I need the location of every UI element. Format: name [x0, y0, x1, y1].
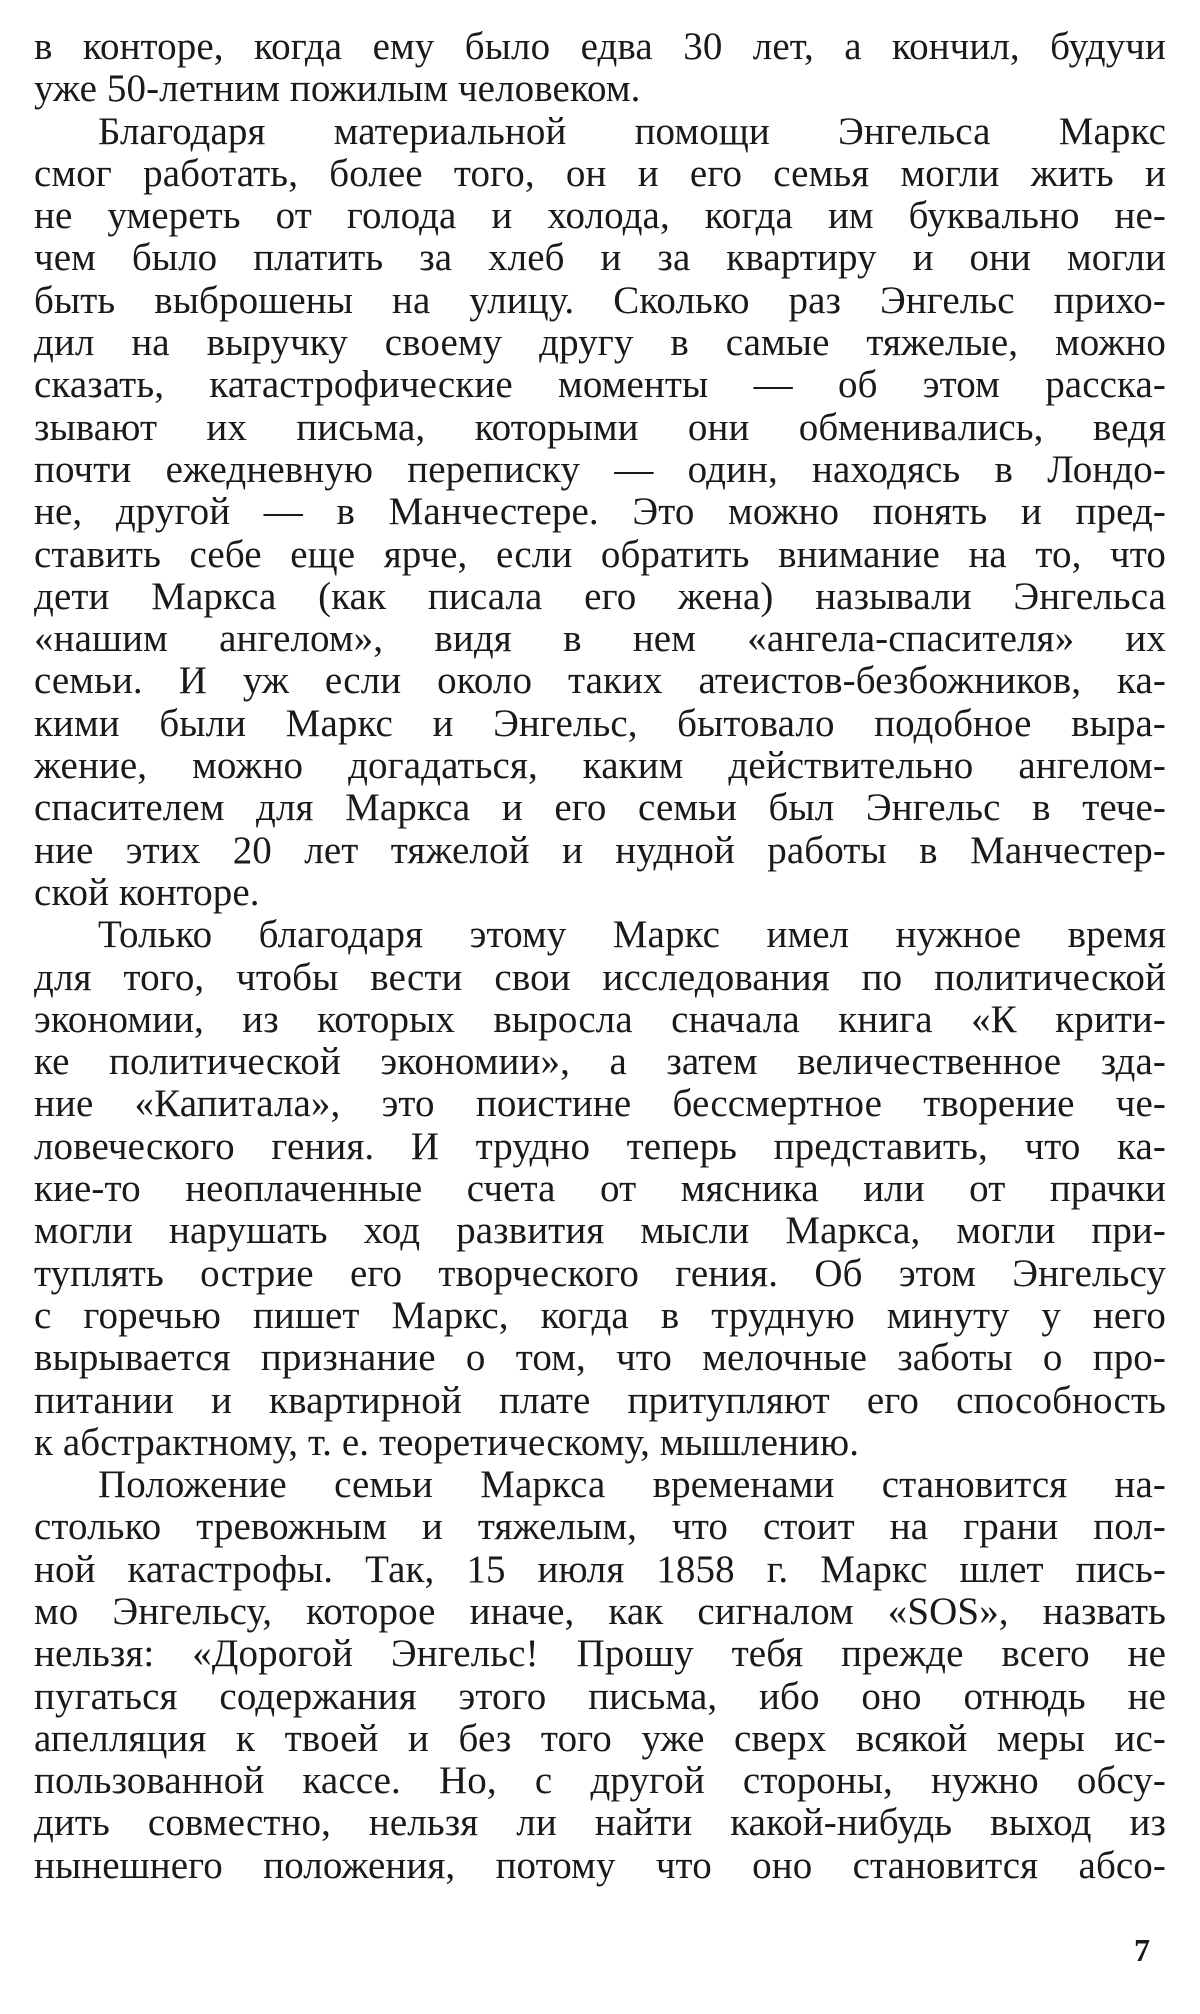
- text-line: для того, чтобы вести свои исследования по политической: [34, 955, 1166, 999]
- text-line: жение, можно догадаться, каким действительно ангелом-: [34, 744, 1166, 788]
- text-line: Только благодаря этому Маркс имел нужное время: [98, 913, 1166, 957]
- text-line: семьи. И уж если около таких атеистов-безбожников, ка-: [34, 659, 1166, 703]
- text-line: Положение семьи Маркса временами становится на-: [98, 1463, 1166, 1507]
- text-line: в конторе, когда ему было едва 30 лет, а кончил, будучи: [34, 25, 1166, 68]
- paragraph-1: [34, 26, 1166, 111]
- text-line: апелляция к твоей и без того уже сверх всякой меры ис-: [34, 1716, 1166, 1760]
- text-line: уже 50-летним пожилым человеком.: [34, 67, 641, 111]
- text-line: смог работать, более того, он и его семья могли жить и: [34, 151, 1166, 195]
- text-line: питании и квартирной плате притупляют его способность: [34, 1378, 1166, 1422]
- page-number: 7: [1134, 1932, 1150, 1968]
- text-line: туплять острие его творческого гения. Об этом Энгельсу: [34, 1251, 1166, 1295]
- text-line: ставить себе еще ярче, если обратить внимание на то, что: [34, 532, 1166, 576]
- text-line: кими были Маркс и Энгельс, бытовало подобное выра-: [34, 701, 1166, 745]
- text-line: спасителем для Маркса и его семьи был Энгельс в тече-: [34, 786, 1166, 830]
- text-line: экономии, из которых выросла сначала книга «К крити-: [34, 997, 1166, 1041]
- text-line: нельзя: «Дорогой Энгельс! Прошу тебя прежде всего не: [34, 1632, 1166, 1676]
- text-line: ловеческого гения. И трудно теперь представить, что ка-: [34, 1124, 1166, 1168]
- body-text: [34, 26, 1166, 1887]
- text-line: ние этих 20 лет тяжелой и нудной работы в Манчестер-: [34, 828, 1166, 872]
- text-line: к абстрактному, т. е. теоретическому, мышлению.: [34, 1420, 860, 1464]
- text-line: Благодаря материальной помощи Энгельса Маркс: [98, 109, 1166, 153]
- text-line: мо Энгельсу, которое иначе, как сигналом «SOS», назвать: [34, 1589, 1166, 1633]
- text-line: с горечью пишет Маркс, когда в трудную минуту у него: [34, 1293, 1166, 1337]
- text-line: чем было платить за хлеб и за квартиру и они могли: [34, 236, 1166, 280]
- text-line: столько тревожным и тяжелым, что стоит на грани пол-: [34, 1505, 1166, 1549]
- text-line: пользованной кассе. Но, с другой стороны, нужно обсу-: [34, 1759, 1166, 1803]
- text-line: «нашим ангелом», видя в нем «ангела-спасителя» их: [34, 617, 1166, 661]
- text-line: не умереть от голода и холода, когда им буквально не-: [34, 194, 1166, 238]
- text-line: зывают их письма, которыми они обменивались, ведя: [34, 405, 1166, 449]
- text-line: могли нарушать ход развития мысли Маркса, могли при-: [34, 1209, 1166, 1253]
- text-line: дил на выручку своему другу в самые тяжелые, можно: [34, 321, 1166, 365]
- paragraph-2: [34, 111, 1166, 915]
- text-line: почти ежедневную переписку — один, находясь в Лондо-: [34, 447, 1166, 491]
- text-line: не, другой — в Манчестере. Это можно понять и пред-: [34, 490, 1166, 534]
- text-line: сказать, катастрофические моменты — об этом расска-: [34, 363, 1166, 407]
- text-line: ной катастрофы. Так, 15 июля 1858 г. Маркс шлет пись-: [34, 1547, 1166, 1591]
- text-line: дить совместно, нельзя ли найти какой-нибудь выход из: [34, 1801, 1166, 1845]
- text-line: дети Маркса (как писала его жена) называли Энгельса: [34, 574, 1166, 618]
- text-line: ние «Капитала», это поистине бессмертное творение че-: [34, 1082, 1166, 1126]
- text-line: ской конторе.: [34, 870, 260, 914]
- paragraph-3: [34, 914, 1166, 1464]
- paragraph-4: [34, 1464, 1166, 1887]
- text-line: кие-то неоплаченные счета от мясника или от прачки: [34, 1167, 1166, 1211]
- text-line: ке политической экономии», а затем величественное зда-: [34, 1040, 1166, 1084]
- text-line: быть выброшены на улицу. Сколько раз Энгельс прихо-: [34, 278, 1166, 322]
- text-line: нынешнего положения, потому что оно становится абсо-: [34, 1843, 1166, 1887]
- text-line: вырывается признание о том, что мелочные заботы о про-: [34, 1336, 1166, 1380]
- text-line: пугаться содержания этого письма, ибо оно отнюдь не: [34, 1674, 1166, 1718]
